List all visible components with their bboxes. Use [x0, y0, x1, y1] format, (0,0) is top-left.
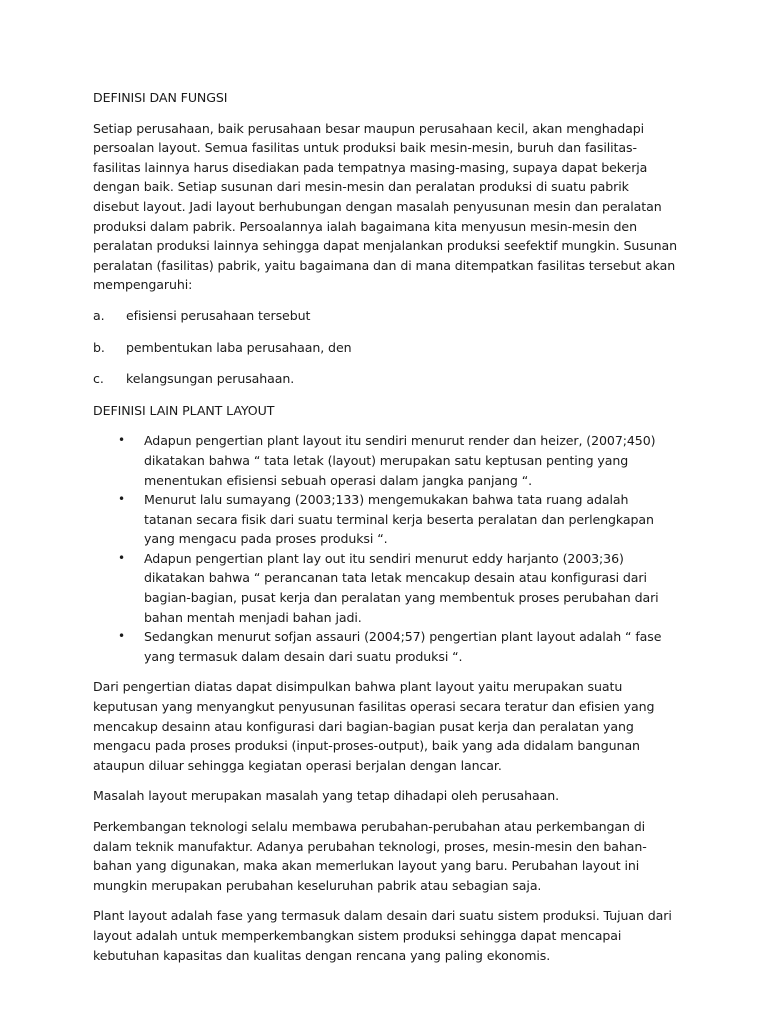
bullet-text: Menurut lalu sumayang (2003;133) mengemukakan bahwa tata ruang adalah tatanan secara fisik dari suatu terminal kerja beserta peralatan dan perlengkapan yang mengacu pada proses produksi “. — [144, 492, 654, 547]
bullet-text: Adapun pengertian plant lay out itu sendiri menurut eddy harjanto (2003;36) dikatakan bahwa “ perancanan tata letak mencakup desain atau konfigurasi dari bagian-bagian, pusat kerja dan peralatan yang membentuk proses perubahan dari bahan mentah menjadi bahan jadi. — [144, 550, 659, 625]
bullet-icon: • — [118, 433, 125, 448]
list-item — [93, 369, 677, 389]
bullet-text: Adapun pengertian plant layout itu sendiri menurut render dan heizer, (2007;450) dikatakan bahwa “ tata letak (layout) merupakan satu keptusan penting yang menentukan efisiensi sebuah operasi dalam jangka panjang “. — [144, 433, 656, 488]
list-item-text: pembentukan laba perusahaan, den — [126, 339, 352, 355]
bullet-list — [93, 431, 677, 666]
bullet-icon: • — [118, 629, 125, 644]
list-item-text: efisiensi perusahaan tersebut — [126, 307, 311, 323]
bullet-text: Sedangkan menurut sofjan assauri (2004;57) pengertian plant layout adalah “ fase yang termasuk dalam desain dari suatu produksi “. — [144, 629, 662, 664]
list-marker: a. — [93, 307, 105, 323]
bullet-item — [93, 549, 677, 627]
paragraph-plant-layout-goal: Plant layout adalah fase yang termasuk dalam desain dari suatu sistem produksi. Tujuan dari layout adalah untuk memperkembangkan sistem produksi sehingga dapat mencapai kebutuhan kapasitas dan kualitas dengan rencana yang paling ekonomis. — [93, 908, 672, 963]
paragraph-conclusion: Dari pengertian diatas dapat disimpulkan bahwa plant layout yaitu merupakan suatu keputusan yang menyangkut penyusunan fasilitas operasi secara teratur dan efisien yang mencakup desainn atau konfigurasi dari bagian-bagian pusat kerja dan peralatan yang mengacu pada proses produksi (input-proses-output), baik yang ada didalam bangunan ataupun diluar sehingga kegiatan operasi berjalan dengan lancar. — [93, 679, 655, 773]
bullet-item — [93, 431, 677, 490]
list-item — [93, 306, 677, 326]
paragraph-layout-problem: Masalah layout merupakan masalah yang tetap dihadapi oleh perusahaan. — [93, 788, 559, 804]
lettered-list — [93, 306, 677, 389]
bullet-item — [93, 627, 677, 666]
bullet-item — [93, 490, 677, 549]
document-body — [93, 88, 677, 976]
list-item — [93, 338, 677, 358]
section-heading-definisi-lain: DEFINISI LAIN PLANT LAYOUT — [93, 402, 275, 418]
bullet-icon: • — [118, 550, 125, 565]
list-marker: b. — [93, 339, 105, 355]
bullet-icon: • — [118, 492, 125, 507]
section-heading-definisi-dan-fungsi: DEFINISI DAN FUNGSI — [93, 90, 228, 105]
paragraph-technology: Perkembangan teknologi selalu membawa perubahan-perubahan atau perkembangan di dalam teknik manufaktur. Adanya perubahan teknologi, proses, mesin-mesin den bahan-bahan yang digunakan, maka akan memerlukan layout yang baru. Perubahan layout ini mungkin merupakan perubahan keseluruhan pabrik atau sebagian saja. — [93, 819, 647, 893]
list-item-text: kelangsungan perusahaan. — [126, 371, 295, 387]
list-marker: c. — [93, 371, 104, 387]
paragraph-intro: Setiap perusahaan, baik perusahaan besar maupun perusahaan kecil, akan menghadapi persoalan layout. Semua fasilitas untuk produksi baik mesin-mesin, buruh dan fasilitas-fasilitas lainnya harus disediakan pada tempatnya masing-masing, supaya dapat bekerja dengan baik. Setiap susunan dari mesin-mesin dan peralatan produksi di suatu pabrik disebut layout. Jadi layout berhubungan dengan masalah penyusunan mesin dan peralatan produksi dalam pabrik. Persoalannya ialah bagaimana kita menyusun mesin-mesin den peralatan produksi lainnya sehingga dapat menjalankan produksi seefektif mungkin. Susunan peralatan (fasilitas) pabrik, yaitu bagaimana dan di mana ditempatkan fasilitas tersebut akan mempengaruhi: — [93, 120, 677, 293]
